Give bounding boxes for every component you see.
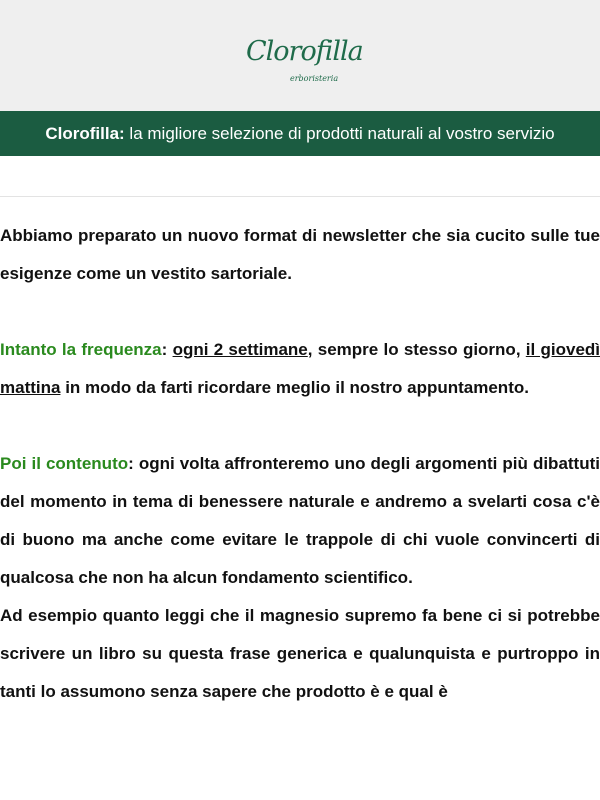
content-label: Poi il contenuto <box>0 454 129 473</box>
banner-tagline: la migliore selezione di prodotti naturali al vostro servizio <box>124 124 555 143</box>
banner-brand: Clorofilla: <box>45 124 125 143</box>
newsletter-body <box>0 197 600 711</box>
day-highlight: il giovedì mattina <box>0 340 600 397</box>
logo-text: Clorofilla <box>246 36 363 67</box>
frequency-highlight: ogni 2 settimane <box>172 340 308 359</box>
colon: : <box>161 340 173 359</box>
frequency-end: in modo da farti ricordare meglio il nostro appuntamento. <box>60 378 529 397</box>
paragraph-intro: Abbiamo preparato un nuovo format di newsletter che sia cucito sulle tue esigenze come un vestito sartoriale. <box>0 226 600 283</box>
logo-subtext: erboristeria <box>290 74 339 83</box>
paragraph-frequency <box>0 331 600 407</box>
header <box>0 0 600 111</box>
paragraph-example: Ad esempio quanto leggi che il magnesio supremo fa bene ci si potrebbe scrivere un libro su questa frase generica e qualunquista e purtroppo in tanti lo assumono senza sapere che prodotto è e qual è <box>0 606 600 701</box>
frequency-label: Intanto la frequenza <box>0 340 162 359</box>
paragraph-content <box>0 445 600 597</box>
tagline-banner <box>0 111 600 156</box>
content-text: : ogni volta affronteremo uno degli argomenti più dibattuti del momento in tema di benessere naturale e andremo a svelarti cosa c'è di buono ma anche come evitare le trappole di chi vuole convincerti di qualcosa che non ha alcun fondamento scientifico. <box>0 454 600 587</box>
frequency-mid: , sempre lo stesso giorno, <box>307 340 526 359</box>
clorofilla-logo[interactable] <box>246 36 363 96</box>
divider <box>0 156 600 197</box>
